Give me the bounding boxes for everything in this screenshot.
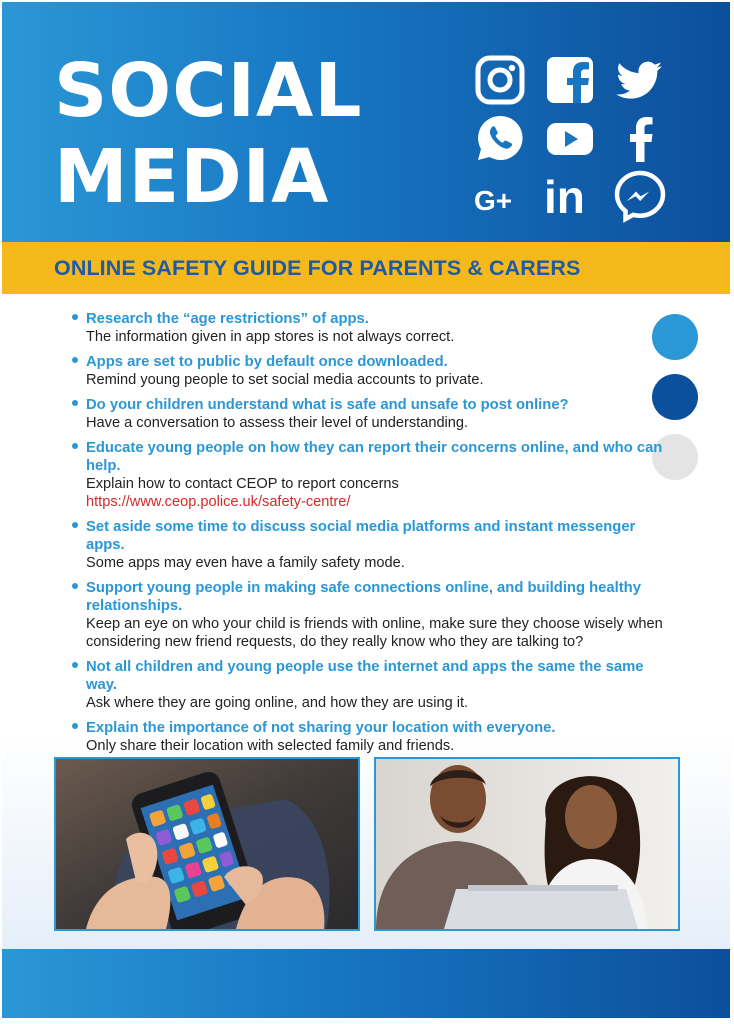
tip-heading: Apps are set to public by default once downloaded. [86, 354, 448, 370]
facebook-icon [542, 52, 598, 108]
svg-text:in: in [544, 171, 585, 222]
tip-body: The information given in app stores is not always correct. [86, 329, 455, 345]
bullet [72, 522, 78, 528]
tip-heading: Set aside some time to discuss social media platforms and instant messenger apps. [86, 519, 636, 553]
youtube-icon [542, 110, 598, 166]
title-line-2: MEDIA [54, 134, 330, 220]
linkedin-icon [542, 166, 598, 222]
bullet [72, 314, 78, 320]
flyer-page [2, 2, 730, 1018]
tip-body: Remind young people to set social media accounts to private. [86, 372, 484, 388]
bullet [72, 583, 78, 589]
tip-item [72, 719, 672, 755]
photo-phone-in-hands [54, 757, 360, 931]
google-plus-icon [472, 172, 534, 228]
subtitle-banner [2, 242, 730, 294]
bullet [72, 723, 78, 729]
tip-heading: Explain the importance of not sharing your location with everyone. [86, 720, 556, 736]
twitter-icon [612, 52, 668, 108]
tip-item [72, 658, 672, 712]
tip-body: Explain how to contact CEOP to report concerns [86, 476, 399, 492]
tip-item [72, 310, 672, 346]
tip-body: Have a conversation to assess their level of understanding. [86, 415, 469, 431]
whatsapp-icon [472, 110, 528, 166]
safety-tips-list [72, 310, 672, 762]
social-icons-grid [464, 48, 674, 228]
tip-heading: Educate young people on how they can report their concerns online, and who can help. [86, 440, 663, 474]
bullet [72, 443, 78, 449]
tip-body: Keep an eye on who your child is friends with online, make sure they choose wisely when considering new friend requests, do they really know who they are talking to? [86, 616, 663, 650]
tip-item [72, 518, 672, 572]
tip-heading: Research the “age restrictions” of apps. [86, 311, 369, 327]
tip-heading: Do your children understand what is safe and unsafe to post online? [86, 397, 569, 413]
tip-item [72, 353, 672, 389]
tip-heading: Support young people in making safe connections online, and building healthy relationships. [86, 580, 641, 614]
tip-item [72, 396, 672, 432]
bullet [72, 400, 78, 406]
banner-text: ONLINE SAFETY GUIDE FOR PARENTS & CARERS [54, 256, 581, 280]
svg-text:G+: G+ [474, 185, 513, 216]
title-line-1: SOCIAL [54, 48, 363, 134]
bullet [72, 662, 78, 668]
tip-heading: Not all children and young people use the internet and apps the same the same way. [86, 659, 644, 693]
tip-item [72, 579, 672, 651]
tip-body: Some apps may even have a family safety mode. [86, 555, 405, 571]
ceop-link[interactable]: https://www.ceop.police.uk/safety-centre/ [86, 494, 351, 510]
tip-item [72, 439, 672, 511]
tip-body: Ask where they are going online, and how they are using it. [86, 695, 469, 711]
tip-body: Only share their location with selected family and friends. [86, 738, 455, 754]
facebook-f-icon [612, 110, 668, 166]
header [2, 2, 730, 242]
messenger-icon [612, 168, 668, 224]
bullet [72, 357, 78, 363]
photo-parent-and-child [374, 757, 680, 931]
footer-band [2, 949, 730, 1018]
instagram-icon [472, 52, 528, 108]
